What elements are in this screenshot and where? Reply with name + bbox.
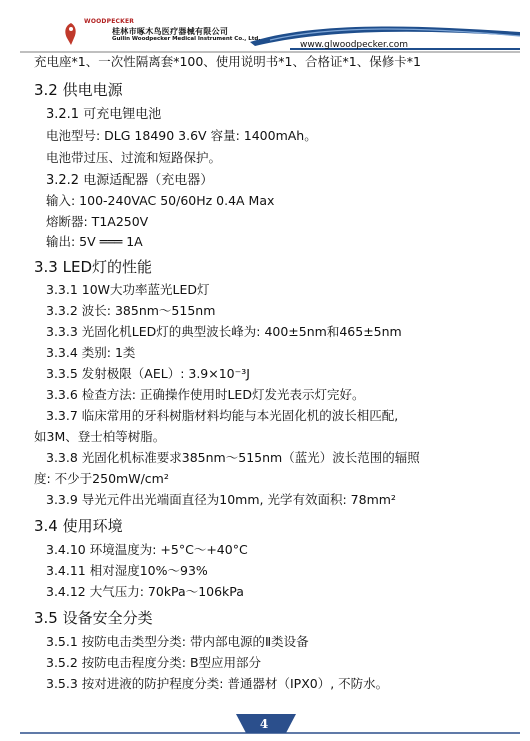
subsection-title: 3.2.1 可充电锂电池 — [46, 107, 162, 122]
text-line: 3.3.2 波长: 385nm～515nm — [46, 303, 216, 318]
text-line: 3.5.1 按防电击类型分类: 带内部电源的Ⅱ类设备 — [46, 634, 309, 649]
brand-name: WOODPECKER — [84, 18, 135, 25]
text-line: 3.3.6 检查方法: 正确操作使用时LED灯发光表示灯完好。 — [46, 387, 365, 402]
text-line: 3.4.12 大气压力: 70kPa～106kPa — [46, 584, 244, 599]
section-title: 3.4 使用环境 — [34, 517, 123, 535]
text-line: 输出: 5V ═══ 1A — [46, 234, 143, 249]
woodpecker-logo-icon — [62, 22, 80, 46]
text-line: 电池带过压、过流和短路保护。 — [46, 150, 222, 165]
text-line: 3.3.3 光固化机LED灯的典型波长峰为: 400±5nm和465±5nm — [46, 324, 402, 339]
page-number: 4 — [259, 717, 269, 731]
text-line: 度: 不少于250mW/cm² — [34, 471, 169, 486]
section-title: 3.2 供电电源 — [34, 81, 123, 99]
page-header — [0, 0, 530, 52]
text-line: 3.4.10 环境温度为: +5°C～+40°C — [46, 542, 248, 557]
company-name-cn: 桂林市啄木鸟医疗器械有限公司 — [112, 27, 229, 36]
text-line: 3.3.7 临床常用的牙科树脂材料均能与本光固化机的波长相匹配, — [46, 408, 399, 423]
section-title: 3.5 设备安全分类 — [34, 609, 153, 627]
text-line: 3.3.4 类别: 1类 — [46, 345, 136, 360]
text-line: 3.5.3 按对进液的防护程度分类: 普通器材（IPX0）, 不防水。 — [46, 676, 389, 691]
text-line: 3.3.5 发射极限（AEL）: 3.9×10⁻³J — [46, 366, 250, 381]
company-name-en: Guilin Woodpecker Medical Instrument Co., Ltd. — [112, 36, 261, 42]
text-line: 3.3.8 光固化机标准要求385nm～515nm（蓝光）波长范围的辐照 — [46, 450, 420, 465]
text-line: 如3M、登士柏等树脂。 — [34, 429, 166, 444]
text-line: 3.5.2 按防电击程度分类: B型应用部分 — [46, 655, 262, 670]
section-title: 3.3 LED灯的性能 — [34, 258, 153, 276]
text-line: 输入: 100-240VAC 50/60Hz 0.4A Max — [46, 193, 275, 208]
text-line: 3.3.9 导光元件出光端面直径为10mm, 光学有效面积: 78mm² — [46, 492, 396, 507]
text-line: 3.4.11 相对湿度10%～93% — [46, 563, 208, 578]
accessories-line: 充电座*1、一次性隔离套*100、使用说明书*1、合格证*1、保修卡*1 — [34, 54, 421, 69]
website-url: www.glwoodpecker.com — [300, 40, 408, 50]
text-line: 电池型号: DLG 18490 3.6V 容量: 1400mAh。 — [46, 128, 317, 143]
subsection-title: 3.2.2 电源适配器（充电器） — [46, 173, 214, 188]
text-line: 3.3.1 10W大功率蓝光LED灯 — [46, 282, 210, 297]
text-line: 熔断器: T1A250V — [46, 214, 149, 229]
